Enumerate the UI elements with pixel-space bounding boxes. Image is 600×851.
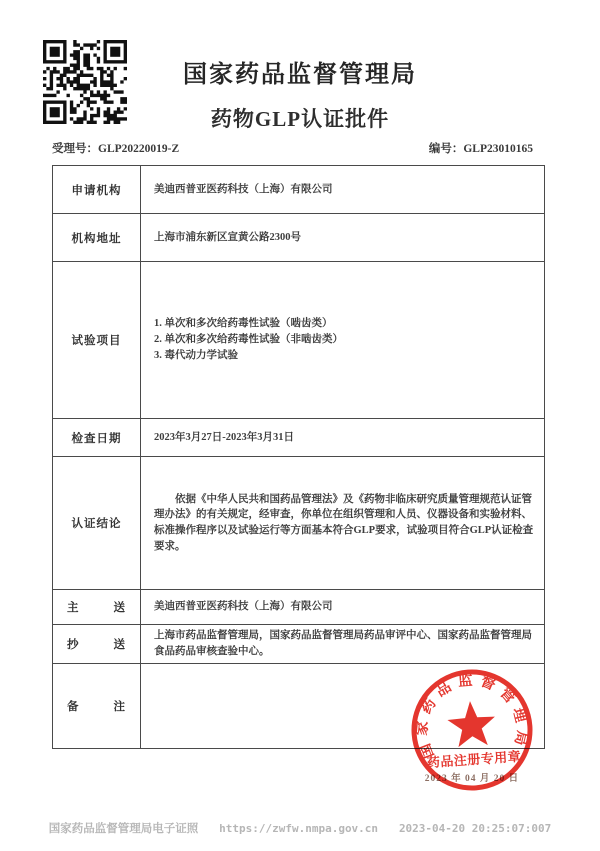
row-label: 检查日期: [53, 419, 141, 456]
footer: [0, 820, 600, 836]
test-item-1: 1. 单次和多次给药毒性试验（啮齿类）: [154, 318, 333, 330]
meta-row: [52, 140, 545, 156]
table-row-applicant: [53, 166, 544, 213]
row-label: 主 送: [53, 590, 141, 624]
test-item-2: 2. 单次和多次给药毒性试验（非啮齿类）: [154, 334, 343, 346]
row-label: 认证结论: [53, 457, 141, 589]
document-title: 药物GLP认证批件: [210, 107, 390, 131]
row-value: 美迪西普亚医药科技（上海）有限公司: [154, 183, 333, 195]
seal-star-icon: [446, 699, 497, 747]
seal-title-text: 药品注册专用章: [426, 748, 522, 771]
table-row-conclusion: [53, 456, 544, 589]
row-label: 抄 送: [53, 625, 141, 663]
test-item-3: 3. 毒代动力学试验: [154, 349, 238, 361]
table-row-inspection-date: [53, 418, 544, 456]
seal-ring-text: 国家药品监督管理局: [414, 672, 530, 761]
agency-title: 国家药品监督管理局: [183, 62, 417, 88]
row-label: 试验项目: [53, 262, 141, 418]
seal-svg: [402, 660, 543, 801]
row-value: 上海市药品监督管理局，国家药品监督管理局药品审评中心、国家药品监督管理局食品药品审核查验中心。: [154, 630, 532, 657]
row-value: [141, 262, 544, 418]
row-value: 上海市浦东新区宣黄公路2300号: [154, 231, 301, 243]
row-label: 备 注: [53, 664, 141, 748]
certificate-table: [52, 165, 545, 749]
footer-label: 国家药品监督管理局电子证照: [48, 823, 199, 835]
official-seal-stamp: [402, 660, 543, 801]
footer-url: https://zwfw.nmpa.gov.cn: [219, 822, 379, 835]
row-value: 2023年3月27日-2023年3月31日: [154, 431, 294, 443]
table-row-address: [53, 213, 544, 261]
acceptance-number: 受理号：GLP20220019-Z: [52, 143, 180, 155]
row-label: 申请机构: [53, 166, 141, 213]
table-row-test-items: [53, 261, 544, 418]
certificate-number: 编号：GLP23010165: [428, 143, 533, 155]
table-row-main-recipient: [53, 589, 544, 624]
row-value: 美迪西普亚医药科技（上海）有限公司: [154, 601, 333, 613]
row-value: 依据《中华人民共和国药品管理法》及《药物非临床研究质量管理规范认证管理办法》的有关规定，经审查，你单位在组织管理和人员、仪器设备和实验材料、标准操作程序以及试验运行等方面基本符合GLP要求，试验项目符合GLP认证检查要求。: [154, 493, 534, 552]
footer-timestamp: 2023-04-20 20:25:07:007: [398, 822, 552, 835]
stamp-date: 2023 年 04 月 20 日: [424, 774, 520, 784]
row-label: 机构地址: [53, 214, 141, 261]
table-row-cc-recipient: [53, 624, 544, 663]
